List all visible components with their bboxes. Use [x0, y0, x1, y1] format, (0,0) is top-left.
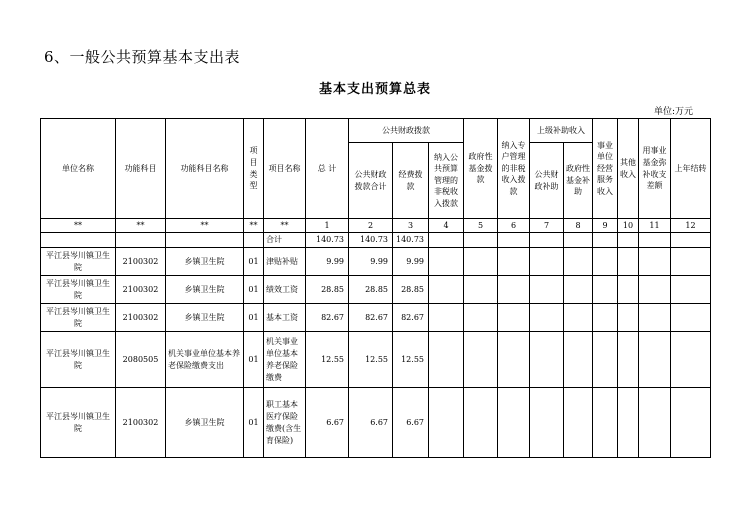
index-cell: 2 [349, 219, 393, 233]
row-item: 基本工资 [264, 304, 306, 332]
table-title: 基本支出预算总表 [318, 82, 431, 97]
table-row [41, 276, 711, 304]
header-superior-group: 上级补助收入 [530, 119, 593, 143]
index-row [41, 219, 711, 233]
header-public-fin-total: 公共财政拨款合计 [349, 143, 393, 219]
index-cell: ** [244, 219, 264, 233]
header-carryover: 上年结转 [671, 119, 711, 219]
header-row-1 [41, 119, 711, 143]
row-pf-total: 28.85 [349, 276, 393, 304]
table-row [41, 388, 711, 458]
total-row [41, 233, 711, 248]
total-funding: 140.73 [393, 233, 429, 248]
row-pf-total: 12.55 [349, 332, 393, 388]
section-title: 6、一般公共预算基本支出表 [44, 48, 241, 66]
row-code: 2100302 [116, 248, 166, 276]
index-cell: 6 [498, 219, 530, 233]
header-gov-fund-subsidy: 政府性基金补助 [564, 143, 593, 219]
row-func: 乡镇卫生院 [166, 388, 244, 458]
header-other-income: 其他收入 [618, 119, 639, 219]
row-func: 乡镇卫生院 [166, 276, 244, 304]
header-func-code: 功能科目 [116, 119, 166, 219]
table-row [41, 304, 711, 332]
index-cell: 8 [564, 219, 593, 233]
header-special-nontax: 纳入专户管理的非税收入拨款 [498, 119, 530, 219]
row-unit: 平江县岑川镇卫生院 [41, 304, 116, 332]
header-total: 总 计 [306, 119, 349, 219]
row-code: 2080505 [116, 332, 166, 388]
row-func: 机关事业单位基本养老保险缴费支出 [166, 332, 244, 388]
table-row [41, 248, 711, 276]
index-cell: 4 [429, 219, 464, 233]
row-total: 12.55 [306, 332, 349, 388]
total-label: 合计 [264, 233, 306, 248]
row-funding: 12.55 [393, 332, 429, 388]
row-type: 01 [244, 248, 264, 276]
row-total: 82.67 [306, 304, 349, 332]
index-cell: 9 [593, 219, 618, 233]
index-cell: 7 [530, 219, 564, 233]
total-pf-total: 140.73 [349, 233, 393, 248]
row-funding: 28.85 [393, 276, 429, 304]
row-item: 津贴补贴 [264, 248, 306, 276]
row-item: 机关事业单位基本养老保险缴费 [264, 332, 306, 388]
index-cell: ** [41, 219, 116, 233]
index-cell: ** [166, 219, 244, 233]
row-funding: 6.67 [393, 388, 429, 458]
header-business-income: 事业单位经营服务收入 [593, 119, 618, 219]
table-row [41, 332, 711, 388]
row-type: 01 [244, 388, 264, 458]
row-total: 9.99 [306, 248, 349, 276]
row-total: 28.85 [306, 276, 349, 304]
index-cell: 12 [671, 219, 711, 233]
row-total: 6.67 [306, 388, 349, 458]
header-func-name: 功能科目名称 [166, 119, 244, 219]
row-funding: 9.99 [393, 248, 429, 276]
row-pf-total: 6.67 [349, 388, 393, 458]
row-type: 01 [244, 304, 264, 332]
header-unit-name: 单位名称 [41, 119, 116, 219]
row-type: 01 [244, 332, 264, 388]
index-cell: 5 [464, 219, 498, 233]
header-gov-fund: 政府性基金拨款 [464, 119, 498, 219]
total-total: 140.73 [306, 233, 349, 248]
index-cell: 1 [306, 219, 349, 233]
index-cell: 11 [639, 219, 671, 233]
row-unit: 平江县岑川镇卫生院 [41, 388, 116, 458]
index-cell: 3 [393, 219, 429, 233]
row-code: 2100302 [116, 276, 166, 304]
header-public-fin-group: 公共财政拨款 [349, 119, 464, 143]
row-func: 乡镇卫生院 [166, 304, 244, 332]
index-cell: 10 [618, 219, 639, 233]
index-cell: ** [264, 219, 306, 233]
header-item-name: 项目名称 [264, 119, 306, 219]
row-item: 职工基本医疗保险缴费(含生育保险) [264, 388, 306, 458]
budget-table [40, 118, 711, 458]
row-code: 2100302 [116, 304, 166, 332]
row-unit: 平江县岑川镇卫生院 [41, 248, 116, 276]
header-public-fin-subsidy: 公共财政补助 [530, 143, 564, 219]
row-funding: 82.67 [393, 304, 429, 332]
row-func: 乡镇卫生院 [166, 248, 244, 276]
header-funding: 经费拨款 [393, 143, 429, 219]
row-type: 01 [244, 276, 264, 304]
row-item: 绩效工资 [264, 276, 306, 304]
index-cell: ** [116, 219, 166, 233]
row-unit: 平江县岑川镇卫生院 [41, 332, 116, 388]
unit-label: 单位:万元 [653, 107, 693, 117]
header-fund-subsidy: 用事业基金弥补收支差额 [639, 119, 671, 219]
row-pf-total: 82.67 [349, 304, 393, 332]
header-nontax-budget: 纳入公共预算管理的非税收入拨款 [429, 143, 464, 219]
header-item-type: 项目类型 [244, 119, 264, 219]
row-pf-total: 9.99 [349, 248, 393, 276]
row-code: 2100302 [116, 388, 166, 458]
row-unit: 平江县岑川镇卫生院 [41, 276, 116, 304]
